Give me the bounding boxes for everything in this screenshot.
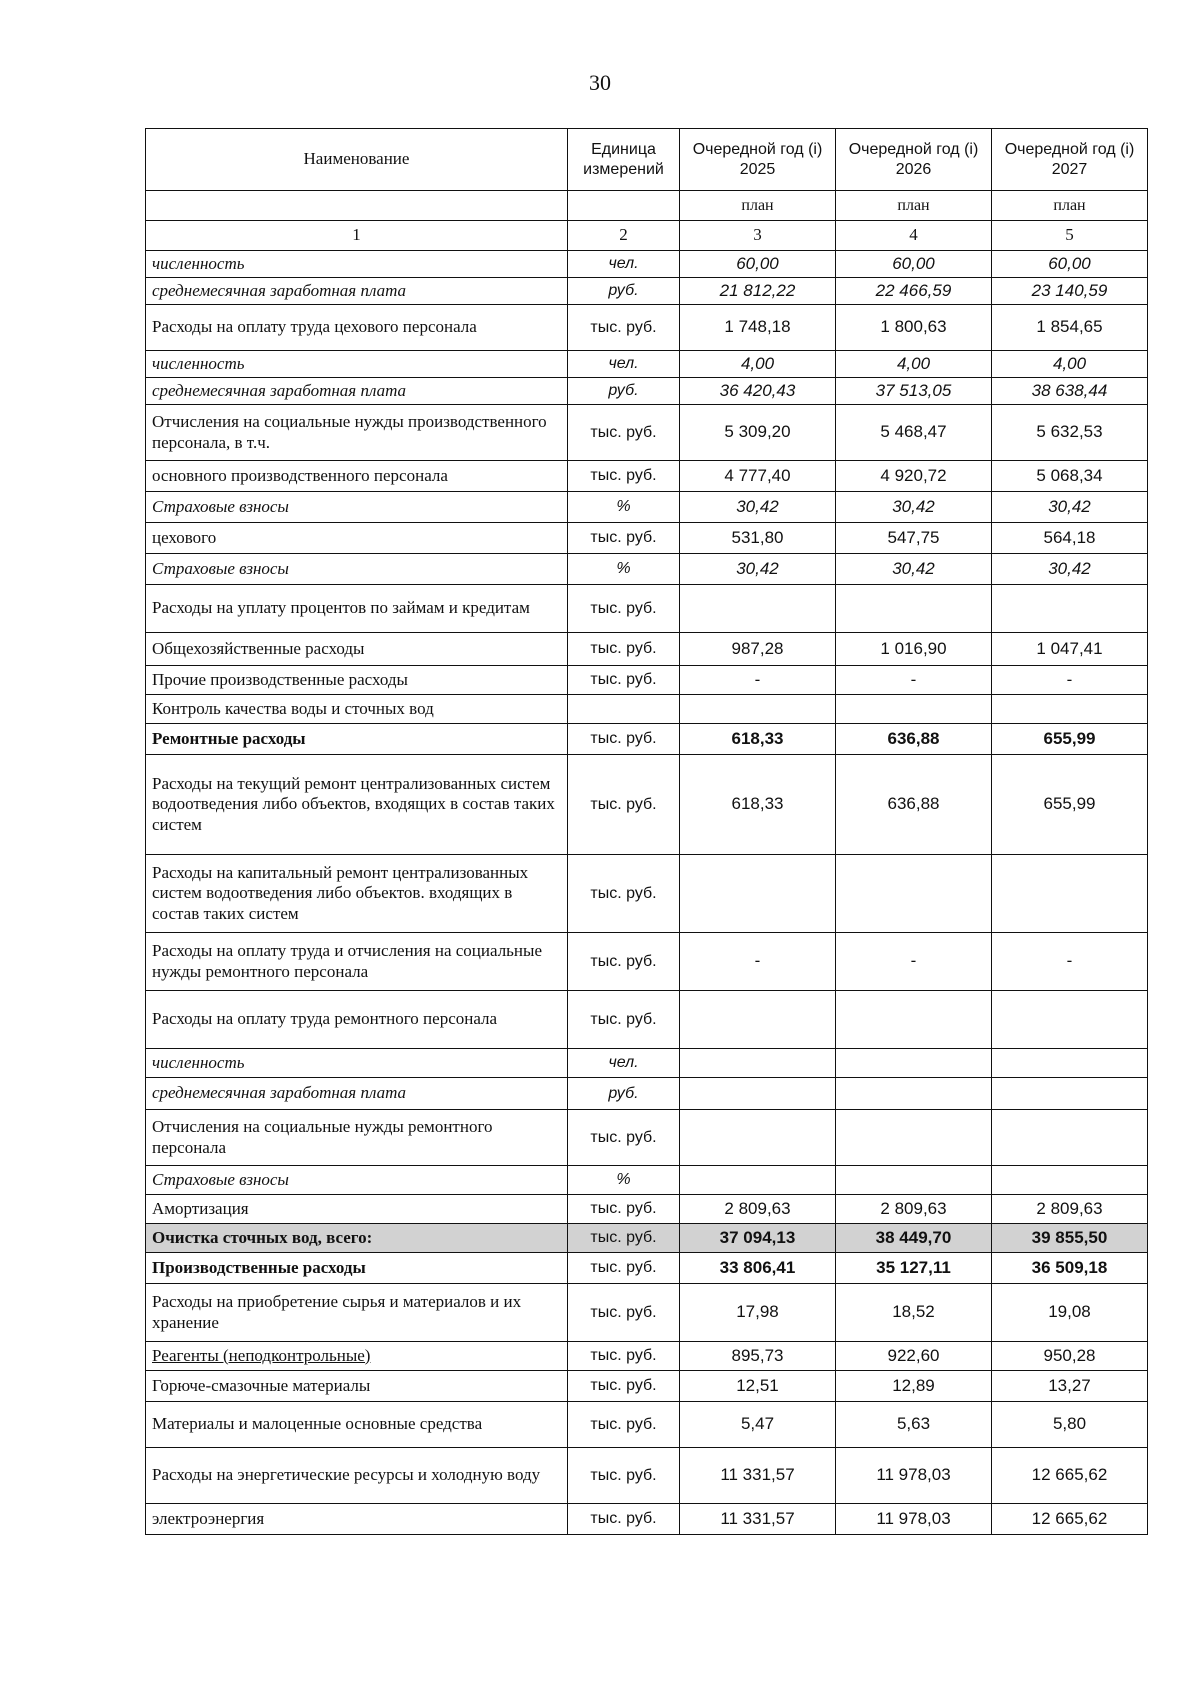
value-2027: 38 638,44 (992, 378, 1148, 405)
value-2025: 30,42 (680, 492, 836, 523)
row-unit: тыс. руб. (568, 991, 680, 1049)
header-year-2027: Очередной год (i) 2027 (992, 129, 1148, 191)
value-2025: 1 748,18 (680, 305, 836, 351)
row-name: Расходы на оплату труда и отчисления на социальные нужды ремонтного персонала (146, 933, 568, 991)
value-2026 (836, 1049, 992, 1078)
header-year-2026: Очередной год (i) 2026 (836, 129, 992, 191)
row-name: Амортизация (146, 1195, 568, 1224)
table-row (146, 1166, 1148, 1195)
table-row (146, 855, 1148, 933)
row-name: основного производственного персонала (146, 461, 568, 492)
value-2027 (992, 1078, 1148, 1110)
row-unit: % (568, 1166, 680, 1195)
row-name: среднемесячная заработная плата (146, 1078, 568, 1110)
table-row (146, 933, 1148, 991)
value-2027 (992, 991, 1148, 1049)
table-row (146, 1371, 1148, 1402)
table-row (146, 1110, 1148, 1166)
value-2025: 618,33 (680, 755, 836, 855)
value-2026: - (836, 666, 992, 695)
plan-label: план (992, 191, 1148, 221)
table-row (146, 1224, 1148, 1253)
value-2025 (680, 1110, 836, 1166)
value-2025: 987,28 (680, 633, 836, 666)
table-row (146, 1402, 1148, 1448)
value-2026: 18,52 (836, 1284, 992, 1342)
value-2026 (836, 585, 992, 633)
row-name: Ремонтные расходы (146, 724, 568, 755)
row-name: Производственные расходы (146, 1253, 568, 1284)
table-row (146, 305, 1148, 351)
row-unit: тыс. руб. (568, 1253, 680, 1284)
row-unit: тыс. руб. (568, 755, 680, 855)
value-2025: 33 806,41 (680, 1253, 836, 1284)
value-2026: 22 466,59 (836, 278, 992, 305)
table-body (146, 251, 1148, 1535)
value-2025: 36 420,43 (680, 378, 836, 405)
value-2025: 11 331,57 (680, 1504, 836, 1535)
row-name: Расходы на оплату труда цехового персонала (146, 305, 568, 351)
row-name: Горюче-смазочные материалы (146, 1371, 568, 1402)
value-2025: 618,33 (680, 724, 836, 755)
value-2026: 30,42 (836, 492, 992, 523)
table-row (146, 1049, 1148, 1078)
value-2026: 636,88 (836, 755, 992, 855)
value-2026: 2 809,63 (836, 1195, 992, 1224)
value-2027: 23 140,59 (992, 278, 1148, 305)
row-unit (568, 695, 680, 724)
row-unit: руб. (568, 278, 680, 305)
value-2027: - (992, 666, 1148, 695)
row-name: среднемесячная заработная плата (146, 378, 568, 405)
value-2027 (992, 855, 1148, 933)
value-2027: 5,80 (992, 1402, 1148, 1448)
column-number-row (146, 221, 1148, 251)
row-unit: чел. (568, 1049, 680, 1078)
row-unit: тыс. руб. (568, 633, 680, 666)
value-2025: 17,98 (680, 1284, 836, 1342)
value-2027: 60,00 (992, 251, 1148, 278)
value-2025: 30,42 (680, 554, 836, 585)
table-row (146, 1195, 1148, 1224)
value-2027 (992, 695, 1148, 724)
value-2025: 531,80 (680, 523, 836, 554)
value-2025 (680, 695, 836, 724)
table-row (146, 351, 1148, 378)
row-name: электроэнергия (146, 1504, 568, 1535)
value-2027: 30,42 (992, 554, 1148, 585)
value-2027: - (992, 933, 1148, 991)
table-row (146, 554, 1148, 585)
row-unit: тыс. руб. (568, 405, 680, 461)
value-2027: 39 855,50 (992, 1224, 1148, 1253)
row-unit: руб. (568, 1078, 680, 1110)
row-unit: тыс. руб. (568, 1284, 680, 1342)
value-2025: 11 331,57 (680, 1448, 836, 1504)
table-row (146, 405, 1148, 461)
row-name: Расходы на текущий ремонт централизованных систем водоотведения либо объектов, входящих в состав таких систем (146, 755, 568, 855)
value-2027: 19,08 (992, 1284, 1148, 1342)
row-name: среднемесячная заработная плата (146, 278, 568, 305)
value-2026: 547,75 (836, 523, 992, 554)
value-2027: 12 665,62 (992, 1504, 1148, 1535)
value-2025: 12,51 (680, 1371, 836, 1402)
value-2025: 5,47 (680, 1402, 836, 1448)
row-name: численность (146, 351, 568, 378)
value-2025: 2 809,63 (680, 1195, 836, 1224)
row-name: Реагенты (неподконтрольные) (146, 1342, 568, 1371)
value-2027: 12 665,62 (992, 1448, 1148, 1504)
value-2027 (992, 1049, 1148, 1078)
plan-row (146, 191, 1148, 221)
tariff-table (145, 128, 1148, 1535)
value-2025: - (680, 666, 836, 695)
row-unit: % (568, 492, 680, 523)
table-row (146, 1504, 1148, 1535)
row-unit: тыс. руб. (568, 585, 680, 633)
row-name: Расходы на капитальный ремонт централизованных систем водоотведения либо объектов. входящих в состав таких систем (146, 855, 568, 933)
value-2026 (836, 1166, 992, 1195)
table-row (146, 251, 1148, 278)
row-name: Расходы на энергетические ресурсы и холодную воду (146, 1448, 568, 1504)
row-name: Прочие производственные расходы (146, 666, 568, 695)
row-name: Отчисления на социальные нужды производственного персонала, в т.ч. (146, 405, 568, 461)
plan-label: план (680, 191, 836, 221)
column-number: 1 (146, 221, 568, 251)
row-unit: тыс. руб. (568, 523, 680, 554)
value-2026: 12,89 (836, 1371, 992, 1402)
value-2026: 35 127,11 (836, 1253, 992, 1284)
value-2026 (836, 1110, 992, 1166)
table-row (146, 1284, 1148, 1342)
row-unit: тыс. руб. (568, 461, 680, 492)
value-2025 (680, 855, 836, 933)
value-2026: 4,00 (836, 351, 992, 378)
row-unit: тыс. руб. (568, 855, 680, 933)
column-number: 3 (680, 221, 836, 251)
table-row (146, 378, 1148, 405)
row-name: численность (146, 251, 568, 278)
table-row (146, 666, 1148, 695)
row-name: Страховые взносы (146, 492, 568, 523)
value-2027: 13,27 (992, 1371, 1148, 1402)
row-name: Расходы на оплату труда ремонтного персонала (146, 991, 568, 1049)
value-2026: 60,00 (836, 251, 992, 278)
row-unit: тыс. руб. (568, 305, 680, 351)
value-2027: 5 632,53 (992, 405, 1148, 461)
table-row (146, 278, 1148, 305)
value-2025: 5 309,20 (680, 405, 836, 461)
value-2026: 38 449,70 (836, 1224, 992, 1253)
row-name: Страховые взносы (146, 554, 568, 585)
row-unit: тыс. руб. (568, 724, 680, 755)
value-2026: 4 920,72 (836, 461, 992, 492)
header-name: Наименование (146, 129, 568, 191)
row-name: Материалы и малоценные основные средства (146, 1402, 568, 1448)
table-row (146, 755, 1148, 855)
table-row (146, 585, 1148, 633)
value-2027: 950,28 (992, 1342, 1148, 1371)
value-2025: 4,00 (680, 351, 836, 378)
row-name: Контроль качества воды и сточных вод (146, 695, 568, 724)
value-2025 (680, 991, 836, 1049)
table-row (146, 492, 1148, 523)
row-name: Расходы на уплату процентов по займам и кредитам (146, 585, 568, 633)
row-unit: тыс. руб. (568, 1371, 680, 1402)
value-2026: 922,60 (836, 1342, 992, 1371)
value-2027 (992, 1110, 1148, 1166)
row-name: Отчисления на социальные нужды ремонтного персонала (146, 1110, 568, 1166)
value-2027: 30,42 (992, 492, 1148, 523)
value-2025: 21 812,22 (680, 278, 836, 305)
value-2027: 36 509,18 (992, 1253, 1148, 1284)
row-unit: тыс. руб. (568, 1402, 680, 1448)
table-row (146, 695, 1148, 724)
table-row (146, 991, 1148, 1049)
value-2027: 4,00 (992, 351, 1148, 378)
value-2026 (836, 855, 992, 933)
value-2026 (836, 991, 992, 1049)
table-row (146, 633, 1148, 666)
value-2027: 655,99 (992, 724, 1148, 755)
row-name: цехового (146, 523, 568, 554)
value-2025 (680, 1166, 836, 1195)
row-unit: тыс. руб. (568, 1342, 680, 1371)
value-2025: 60,00 (680, 251, 836, 278)
value-2026: 11 978,03 (836, 1504, 992, 1535)
header-unit: Единица измерений (568, 129, 680, 191)
value-2025: 4 777,40 (680, 461, 836, 492)
value-2026 (836, 695, 992, 724)
value-2026: 5 468,47 (836, 405, 992, 461)
column-number: 4 (836, 221, 992, 251)
column-number: 2 (568, 221, 680, 251)
value-2026: 11 978,03 (836, 1448, 992, 1504)
value-2025 (680, 585, 836, 633)
value-2027: 2 809,63 (992, 1195, 1148, 1224)
row-unit: тыс. руб. (568, 666, 680, 695)
row-unit: % (568, 554, 680, 585)
page-number: 30 (589, 70, 611, 95)
row-name: Очистка сточных вод, всего: (146, 1224, 568, 1253)
row-unit: тыс. руб. (568, 1504, 680, 1535)
value-2026 (836, 1078, 992, 1110)
plan-empty-unit (568, 191, 680, 221)
table-row (146, 1448, 1148, 1504)
row-unit: чел. (568, 251, 680, 278)
value-2026: 37 513,05 (836, 378, 992, 405)
column-number: 5 (992, 221, 1148, 251)
value-2026: 1 800,63 (836, 305, 992, 351)
table-row (146, 1253, 1148, 1284)
value-2026: 5,63 (836, 1402, 992, 1448)
value-2027: 564,18 (992, 523, 1148, 554)
row-unit: тыс. руб. (568, 1224, 680, 1253)
value-2026: - (836, 933, 992, 991)
value-2025 (680, 1049, 836, 1078)
row-name: Расходы на приобретение сырья и материалов и их хранение (146, 1284, 568, 1342)
table-row (146, 724, 1148, 755)
table-row (146, 461, 1148, 492)
row-unit: тыс. руб. (568, 1448, 680, 1504)
value-2027: 655,99 (992, 755, 1148, 855)
row-unit: чел. (568, 351, 680, 378)
value-2025: 37 094,13 (680, 1224, 836, 1253)
row-unit: руб. (568, 378, 680, 405)
row-unit: тыс. руб. (568, 1195, 680, 1224)
row-unit: тыс. руб. (568, 933, 680, 991)
row-name: численность (146, 1049, 568, 1078)
value-2027: 1 047,41 (992, 633, 1148, 666)
row-name: Страховые взносы (146, 1166, 568, 1195)
value-2027 (992, 585, 1148, 633)
value-2027 (992, 1166, 1148, 1195)
value-2027: 1 854,65 (992, 305, 1148, 351)
table-row (146, 1078, 1148, 1110)
value-2025: 895,73 (680, 1342, 836, 1371)
header-year-2025: Очередной год (i) 2025 (680, 129, 836, 191)
table-row (146, 1342, 1148, 1371)
plan-label: план (836, 191, 992, 221)
row-name: Общехозяйственные расходы (146, 633, 568, 666)
row-unit: тыс. руб. (568, 1110, 680, 1166)
table-row (146, 523, 1148, 554)
value-2026: 636,88 (836, 724, 992, 755)
value-2026: 30,42 (836, 554, 992, 585)
value-2025: - (680, 933, 836, 991)
value-2026: 1 016,90 (836, 633, 992, 666)
value-2027: 5 068,34 (992, 461, 1148, 492)
value-2025 (680, 1078, 836, 1110)
plan-empty-name (146, 191, 568, 221)
header-row (146, 129, 1148, 191)
